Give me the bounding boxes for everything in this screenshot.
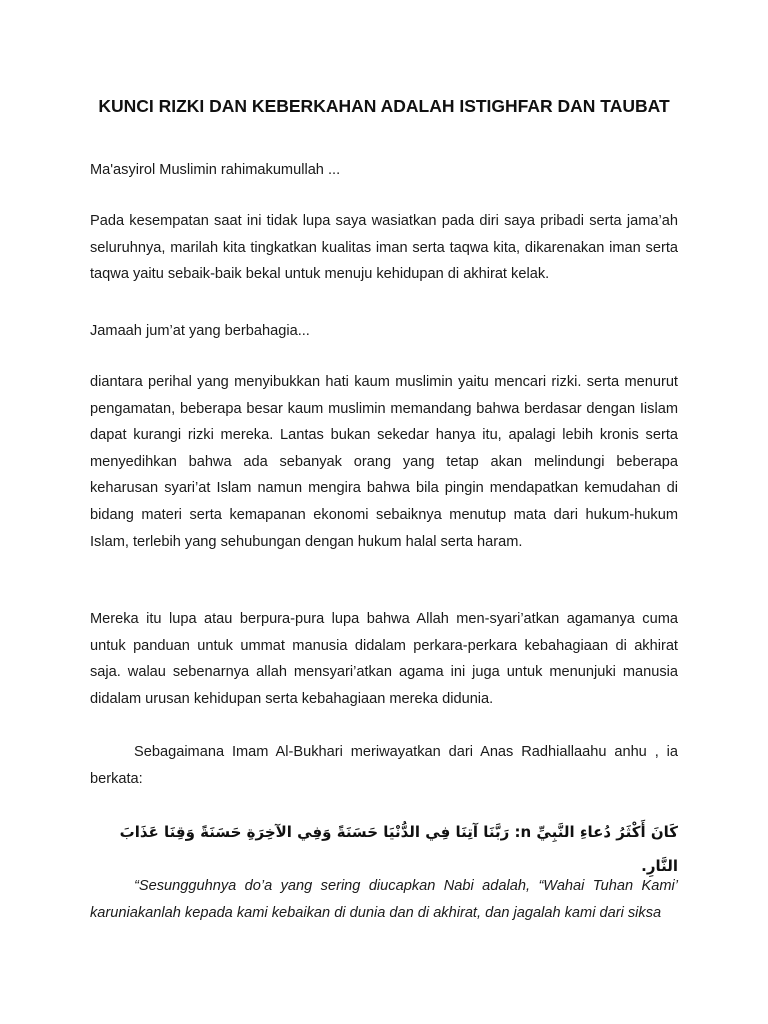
greeting-line: Ma'asyirol Muslimin rahimakumullah ... <box>90 162 341 178</box>
paragraph-hadith-intro: Sebagaimana Imam Al-Bukhari meriwayatkan dari Anas Radhiallaahu anhu , ia berkata: <box>90 744 678 787</box>
paragraph-lupa: Mereka itu lupa atau berpura-pura lupa bahwa Allah men-syari’atkan agamanya cuma untuk panduan untuk ummat manusia didalam perkara-perkara kebahagiaan di akhirat saja. walau sebenarnya allah mensyari’atkan agama ini juga untuk menunjuki manusia didalam urusan kehidupan serta kebahagiaan mereka didunia. <box>90 611 678 707</box>
translation-paragraph: “Sesungguhnya do’a yang sering diucapkan Nabi adalah, “Wahai Tuhan Kami’ karuniakanlah kepada kami kebaikan di dunia dan di akhirat, dan jagalah kami dari siksa <box>90 878 678 921</box>
arabic-hadith: كَانَ أَكْثَرُ دُعاءِ النَّبِيِّ n: رَبَّنَا آتِنَا فِي الدُّنْيَا حَسَنَةً وَفِي الآخِرَةِ حَسَنَةً وَقِنَا عَذَابَ النَّارِ. <box>119 823 678 875</box>
jamaah-line: Jamaah jum’at yang berbahagia... <box>90 323 310 339</box>
page-title: KUNCI RIZKI DAN KEBERKAHAN ADALAH ISTIGHFAR DAN TAUBAT <box>98 96 670 116</box>
paragraph-rizki: diantara perihal yang menyibukkan hati kaum muslimin yaitu mencari rizki. serta menurut pengamatan, beberapa besar kaum muslimin memandang bahwa berdasar dengan Iislam dapat kurangi rizki mereka. Lantas bukan sekedar hanya itu, apalagi lebih kronis serta menyedihkan bahwa ada sebanyak orang yang tetap akan melindungi beberapa keharusan syari’at Islam namun mengira bahwa bila pingin mendapatkan kemudahan di bidang materi serta kemapanan ekonomi sebaiknya menutup mata dari hukum-hukum Islam, terlebih yang sehubungan dengan hukum halal serta haram. <box>90 374 678 550</box>
paragraph-opening: Pada kesempatan saat ini tidak lupa saya wasiatkan pada diri saya pribadi serta jama’ah seluruhnya, marilah kita tingkatkan kualitas iman serta taqwa kita, dikarenakan iman serta taqwa yaitu sebaik-baik bekal untuk menuju kehidupan di akhirat kelak. <box>90 213 678 283</box>
